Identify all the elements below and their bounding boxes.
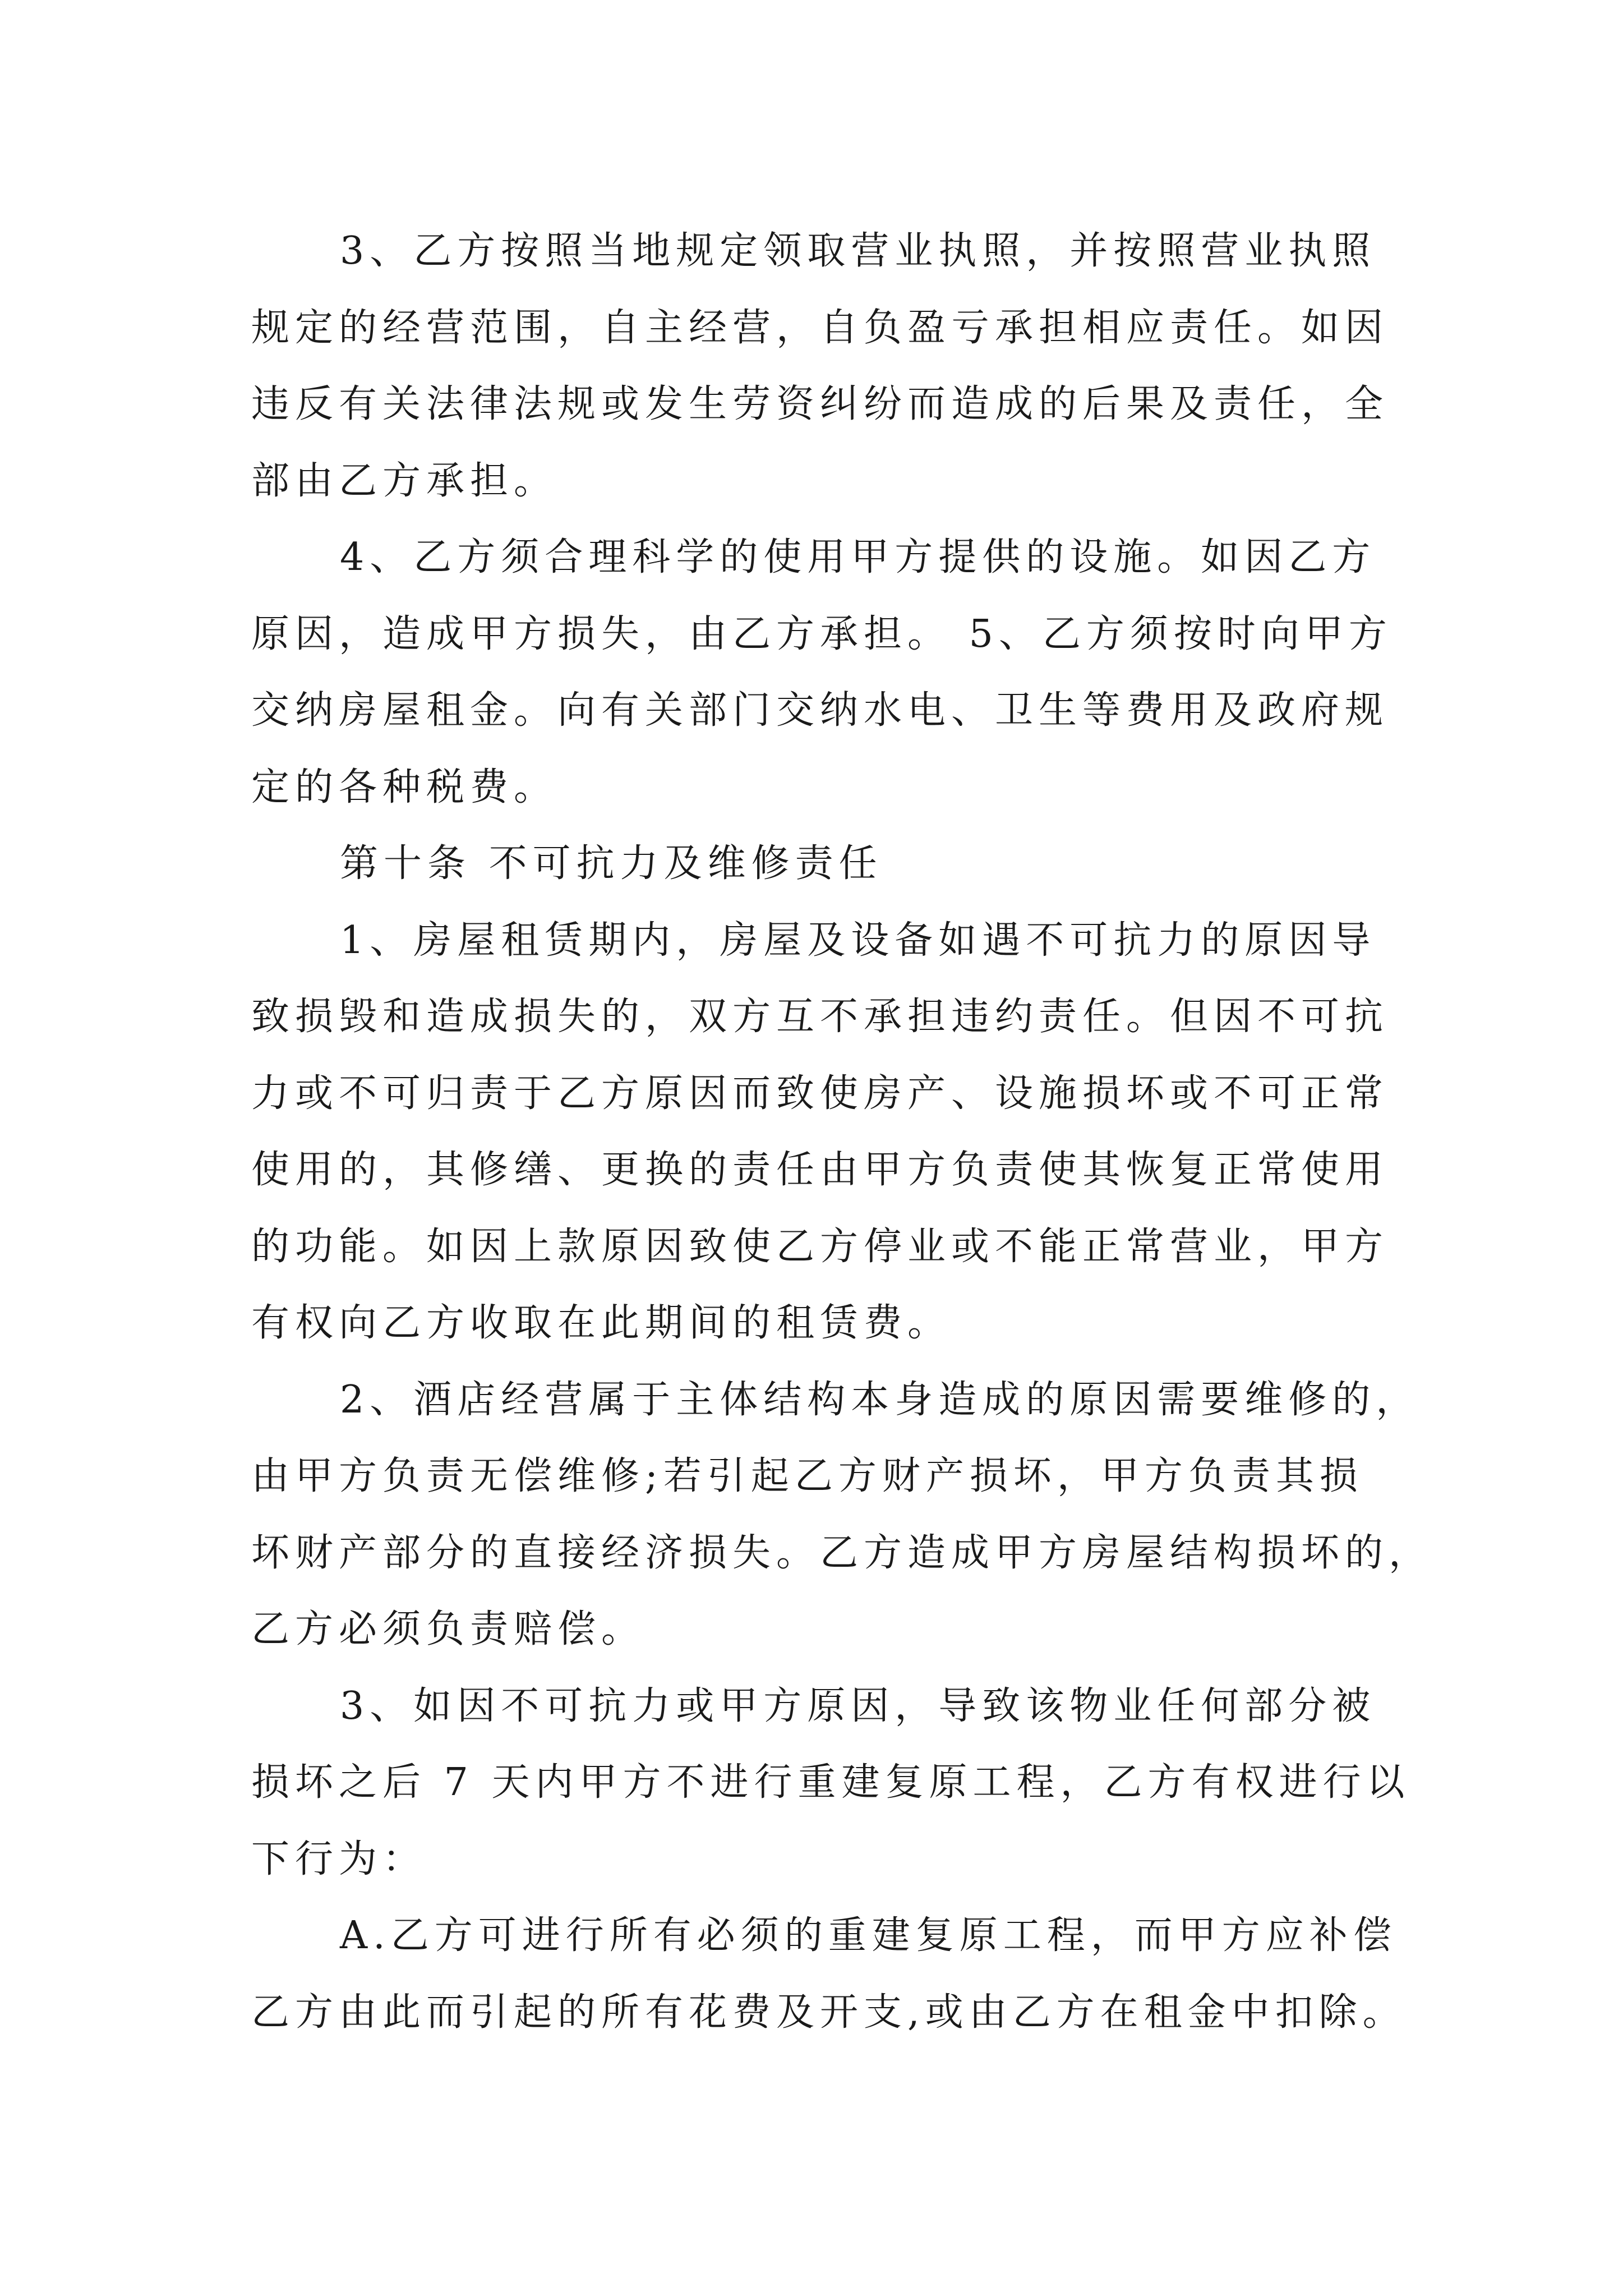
document-body [251, 213, 1433, 2051]
force-majeure-paragraph-2 [251, 1362, 1433, 1668]
text-line: 有权向乙方收取在此期间的租赁费。 [251, 1301, 952, 1345]
text-line: 定的各种税费。 [251, 765, 558, 809]
article-heading [251, 826, 1395, 903]
text-line: 部由乙方承担。 [251, 458, 558, 503]
text-line: 由甲方负责无偿维修;若引起乙方财产损坏，甲方负责其损 [251, 1454, 1363, 1498]
text-line: 4、乙方须合理科学的使用甲方提供的设施。如因乙方 [340, 535, 1376, 579]
clause-paragraph-3 [251, 213, 1395, 519]
text-line: 损坏之后 7 天内甲方不进行重建复原工程，乙方有权进行以 [251, 1760, 1410, 1805]
text-line: 使用的，其修缮、更换的责任由甲方负责使其恢复正常使用 [251, 1148, 1389, 1192]
text-line: 坏财产部分的直接经济损失。乙方造成甲方房屋结构损坏的， [251, 1530, 1433, 1575]
text-line: 1、房屋租赁期内，房屋及设备如遇不可抗力的原因导 [340, 918, 1376, 963]
text-line: 交纳房屋租金。向有关部门交纳水电、卫生等费用及政府规 [251, 688, 1389, 733]
clause-paragraph-4-5 [251, 519, 1395, 826]
text-line: 乙方必须负责赔偿。 [251, 1607, 645, 1651]
text-line: 力或不可归责于乙方原因而致使房产、设施损坏或不可正常 [251, 1071, 1389, 1116]
text-line: A.乙方可进行所有必须的重建复原工程，而甲方应补偿 [340, 1913, 1397, 1958]
force-majeure-paragraph-3 [251, 1668, 1410, 1898]
text-line: 致损毁和造成损失的，双方互不承担违约责任。但因不可抗 [251, 995, 1389, 1039]
text-line: 的功能。如因上款原因致使乙方停业或不能正常营业，甲方 [251, 1224, 1389, 1269]
text-line: 违反有关法律法规或发生劳资纠纷而造成的后果及责任，全 [251, 382, 1389, 426]
text-line: 原因，造成甲方损失，由乙方承担。 5、乙方须按时向甲方 [251, 611, 1393, 656]
text-line: 乙方由此而引起的所有花费及开支,或由乙方在租金中扣除。 [251, 1990, 1407, 2035]
text-line: 规定的经营范围，自主经营，自负盈亏承担相应责任。如因 [251, 305, 1389, 350]
text-line: 3、乙方按照当地规定领取营业执照，并按照营业执照 [340, 229, 1376, 273]
force-majeure-paragraph-1 [251, 903, 1395, 1362]
text-line: 2、酒店经营属于主体结构本身造成的原因需要维修的， [340, 1377, 1420, 1422]
article-title: 第十条 不可抗力及维修责任 [340, 841, 883, 886]
force-majeure-item-a [251, 1898, 1407, 2051]
text-line: 3、如因不可抗力或甲方原因，导致该物业任何部分被 [340, 1683, 1376, 1728]
text-line: 下行为： [251, 1837, 427, 1881]
